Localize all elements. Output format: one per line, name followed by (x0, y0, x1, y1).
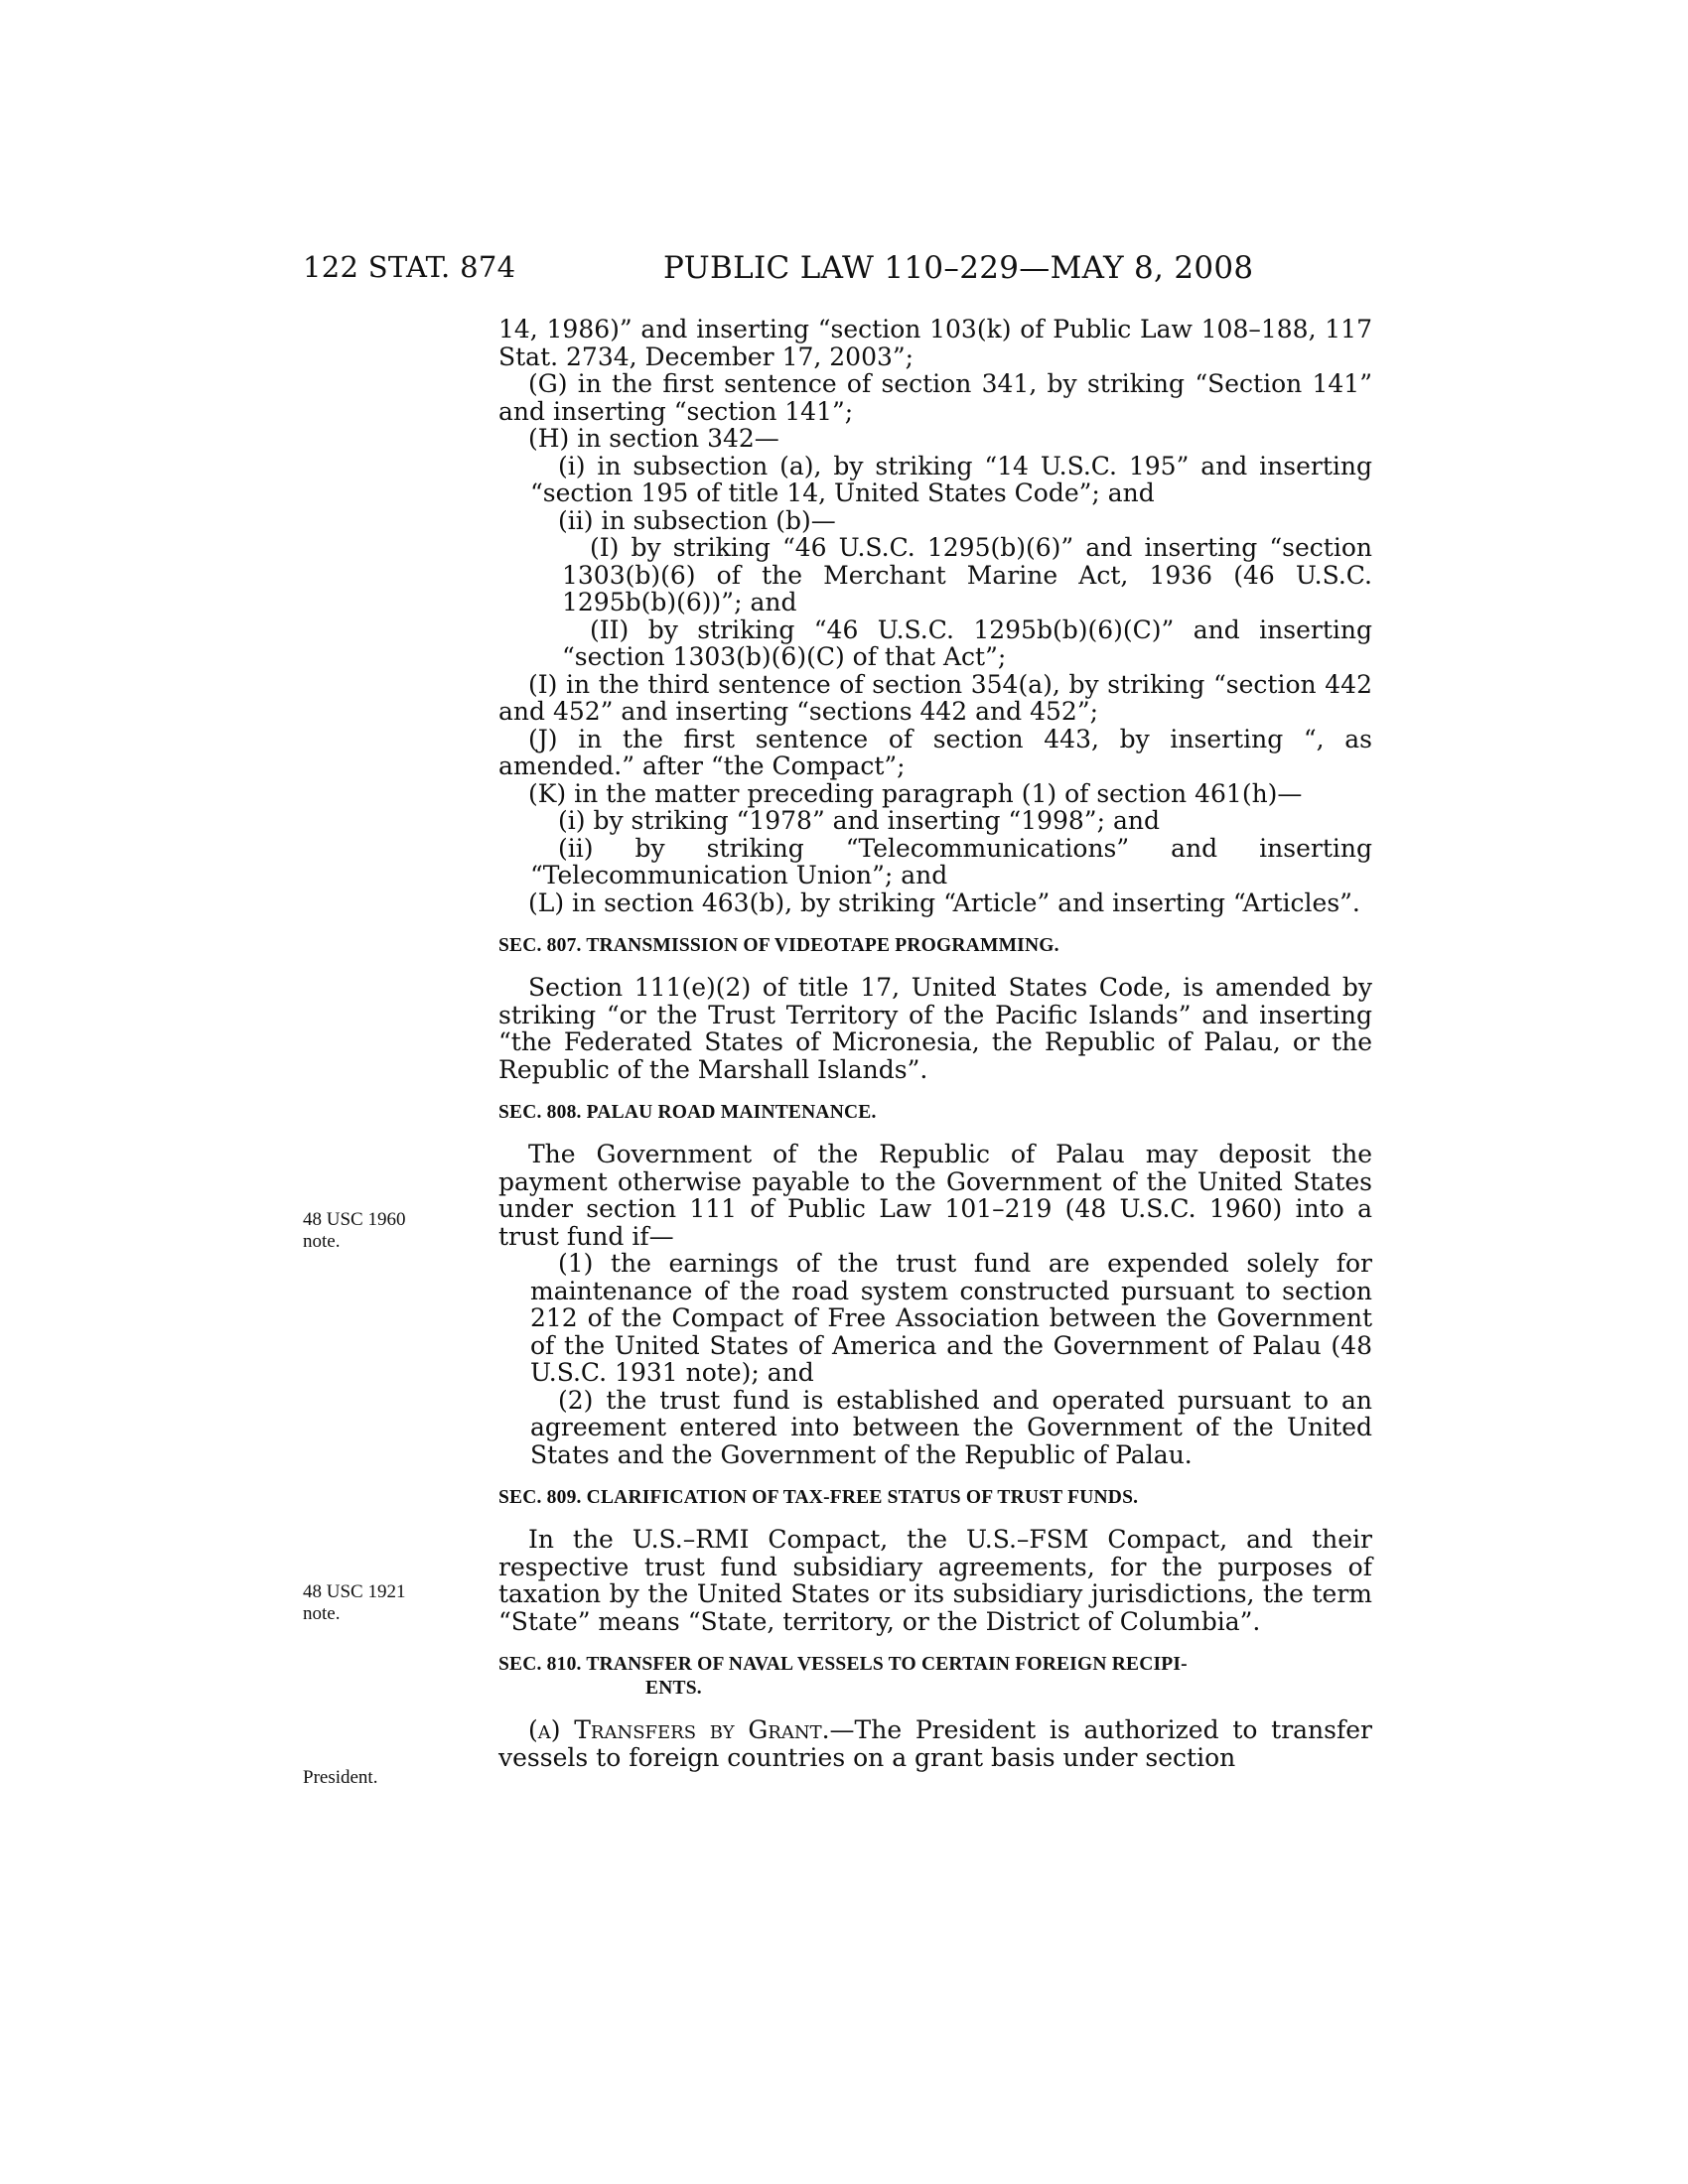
paragraph-H-i: (i) in subsection (a), by striking “14 U.S.C. 195” and inserting “section 195 of title 14, United States Code”; and (530, 451, 1372, 507)
section-807-text: Section 111(e)(2) of title 17, United States Code, is amended by striking “or the Trust Territory of the Pacific Islands” and inserting “the Federated States of Micronesia, the Republic of Palau, or the Republic of the Marshall Islands”. (498, 973, 1372, 1084)
subsection-a-text: —The President is authorized to transfer vessels to foreign countries on a grant basis under section (498, 1715, 1372, 1772)
paragraph-K-i: (i) by striking “1978” and inserting “1998”; and (558, 806, 1160, 835)
margin-note-sec808 (303, 1209, 452, 1253)
paragraph-K: (K) in the matter preceding paragraph (1) of section 461(h)— (528, 778, 1303, 808)
page-reference: 122 STAT. 874 (303, 250, 516, 284)
section-809-heading: SEC. 809. CLARIFICATION OF TAX-FREE STATUS OF TRUST FUNDS. (498, 1487, 1139, 1508)
section-808-item-2: (2) the trust fund is established and operated pursuant to an agreement entered into between the Government of the United States and the Government of the Republic of Palau. (530, 1385, 1372, 1469)
section-807-heading: SEC. 807. TRANSMISSION OF VIDEOTAPE PROGRAMMING. (498, 935, 1059, 956)
section-810-heading-line1: SEC. 810. TRANSFER OF NAVAL VESSELS TO CERTAIN FOREIGN RECIPI- (498, 1654, 1188, 1675)
statute-body (498, 316, 1372, 1771)
paragraph-H-ii: (ii) in subsection (b)— (558, 505, 836, 535)
margin-note-line: note. (303, 1603, 341, 1624)
section-809-text: In the U.S.–RMI Compact, the U.S.–FSM Compact, and their respective trust fund subsidiary agreements, for the purposes of taxation by the United States or its subsidiary jurisdictions, the term “State” means “State, territory, or the District of Columbia”. (498, 1525, 1372, 1636)
paragraph-H-ii-I: (I) by striking “46 U.S.C. 1295(b)(6)” and inserting “section 1303(b)(6) of the Merchant Marine Act, 1936 (46 U.S.C. 1295b(b)(6))”; and (562, 533, 1372, 616)
paragraph-K-ii: (ii) by striking “Telecommunications” and inserting “Telecommunication Union”; and (530, 833, 1372, 889)
margin-note-line: note. (303, 1231, 341, 1252)
section-810-heading (498, 1653, 1372, 1701)
running-head-title: PUBLIC LAW 110–229—MAY 8, 2008 (663, 250, 1254, 286)
paragraph-continuation: 14, 1986)” and inserting “section 103(k) of Public Law 108–188, 117 Stat. 2734, December 17, 2003”; (498, 315, 1372, 371)
section-808-text: The Government of the Republic of Palau may deposit the payment otherwise payable to the Government of the United States under section 111 of Public Law 101–219 (48 U.S.C. 1960) into a trust fund if— (498, 1140, 1372, 1251)
paragraph-I: (I) in the third sentence of section 354(a), by striking “section 442 and 452” and inserting “sections 442 and 452”; (498, 669, 1372, 726)
margin-note-sec809 (303, 1581, 452, 1625)
section-808-heading: SEC. 808. PALAU ROAD MAINTENANCE. (498, 1102, 877, 1123)
paragraph-H: (H) in section 342— (528, 424, 779, 453)
margin-note-sec810: President. (303, 1767, 378, 1788)
section-810-heading-line2: ENTS. (645, 1678, 702, 1699)
section-808-item-1: (1) the earnings of the trust fund are expended solely for maintenance of the road system constructed pursuant to section 212 of the Compact of Free Association between the Government of the United States of America and the Government of Palau (48 U.S.C. 1931 note); and (530, 1249, 1372, 1387)
subsection-a-label: (a) Transfers by Grant. (528, 1715, 830, 1744)
margin-note-line: 48 USC 1960 (303, 1209, 406, 1230)
paragraph-L: (L) in section 463(b), by striking “Article” and inserting “Articles”. (528, 887, 1360, 917)
section-810-subsection-a (498, 1716, 1372, 1771)
paragraph-H-ii-II: (II) by striking “46 U.S.C. 1295b(b)(6)(C)” and inserting “section 1303(b)(6)(C) of that Act”; (562, 614, 1372, 671)
paragraph-G: (G) in the first sentence of section 341, by striking “Section 141” and inserting “section 141”; (498, 369, 1372, 426)
paragraph-J: (J) in the first sentence of section 443, by inserting “, as amended.” after “the Compact”; (498, 724, 1372, 780)
margin-note-line: 48 USC 1921 (303, 1581, 406, 1602)
